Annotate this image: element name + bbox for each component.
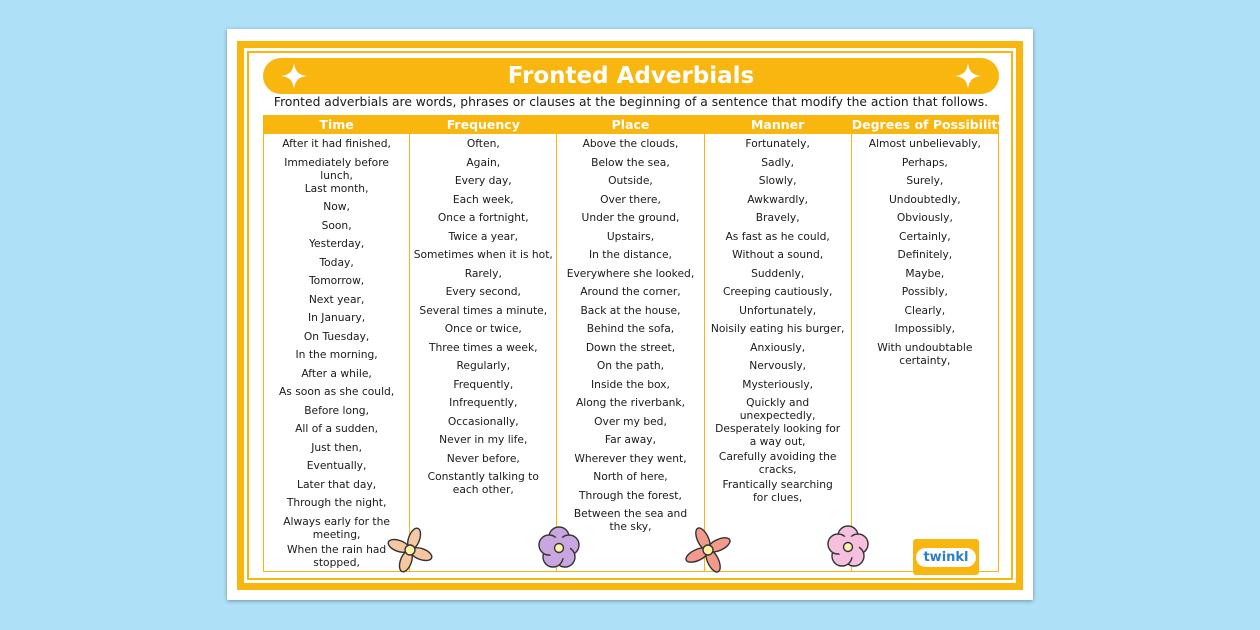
list-item: Just then, bbox=[311, 440, 362, 454]
list-item: Fortunately, bbox=[745, 137, 810, 150]
list-item: Each week, bbox=[452, 192, 514, 206]
list-item: Sadly, bbox=[761, 155, 795, 169]
list-item: Constantly talking to each other, bbox=[427, 470, 539, 496]
list-item: Soon, bbox=[321, 218, 352, 232]
list-item: Once a fortnight, bbox=[437, 211, 529, 224]
list-item: Over there, bbox=[600, 192, 661, 206]
list-item: Undoubtedly, bbox=[888, 192, 961, 206]
list-item: Awkwardly, bbox=[747, 192, 809, 206]
column-heading: Place bbox=[557, 115, 703, 134]
list-item: Possibly, bbox=[901, 285, 948, 298]
list-item: Later that day, bbox=[296, 477, 377, 491]
list-item: Everywhere she looked, bbox=[566, 266, 695, 280]
list-item: Carefully avoiding the cracks, bbox=[718, 450, 837, 476]
list-item: In January, bbox=[307, 311, 366, 324]
list-item: Below the sea, bbox=[591, 155, 670, 169]
list-item: Tomorrow, bbox=[308, 274, 365, 287]
flower-icon bbox=[535, 523, 583, 571]
column-heading: Time bbox=[264, 115, 409, 134]
column-place bbox=[557, 115, 704, 571]
list-item: In the distance, bbox=[588, 248, 672, 261]
list-item: Three times a week, bbox=[429, 340, 538, 354]
list-item: North of here, bbox=[593, 470, 668, 483]
column-heading: Degrees of Possibility bbox=[851, 117, 1006, 132]
list-item: Rarely, bbox=[464, 266, 502, 280]
list-item: Frantically searching for clues, bbox=[722, 478, 833, 504]
list-item: Wherever they went, bbox=[574, 451, 687, 465]
list-item: Almost unbelievably, bbox=[868, 137, 981, 150]
twinkl-logo-text: twinkl bbox=[916, 548, 975, 567]
column-heading: Frequency bbox=[410, 115, 556, 134]
list-item: Eventually, bbox=[306, 459, 367, 472]
list-item: Back at the house, bbox=[580, 303, 681, 317]
column-frequency bbox=[410, 115, 557, 571]
adverbial-list bbox=[705, 134, 851, 504]
column-heading: Manner bbox=[705, 115, 851, 134]
list-item: Today, bbox=[319, 255, 354, 269]
list-item: Never before, bbox=[446, 451, 520, 465]
list-item: Desperately looking for a way out, bbox=[715, 422, 841, 448]
list-item: Outside, bbox=[608, 174, 653, 187]
list-item: Often, bbox=[466, 137, 500, 150]
list-item: Nervously, bbox=[749, 359, 807, 372]
list-item: Several times a minute, bbox=[419, 303, 548, 317]
list-item: Last month, bbox=[304, 181, 369, 195]
list-item: Clearly, bbox=[904, 303, 946, 317]
sparkle-icon bbox=[279, 61, 309, 91]
list-item: Through the night, bbox=[286, 496, 387, 509]
list-item: Every day, bbox=[454, 174, 512, 187]
list-item: Twice a year, bbox=[448, 229, 519, 243]
list-item: Yesterday, bbox=[308, 237, 365, 250]
list-item: Sometimes when it is hot, bbox=[413, 248, 553, 261]
list-item: Through the forest, bbox=[579, 488, 682, 502]
list-item: Quickly and unexpectedly, bbox=[739, 396, 816, 422]
list-item: Slowly, bbox=[758, 174, 797, 187]
list-item: Obviously, bbox=[896, 211, 953, 224]
list-item: Maybe, bbox=[905, 266, 945, 280]
list-item: Frequently, bbox=[453, 377, 514, 391]
flower-icon bbox=[682, 524, 734, 576]
list-item: Over my bed, bbox=[594, 414, 667, 428]
list-item: Never in my life, bbox=[439, 433, 528, 446]
list-item: Regularly, bbox=[456, 359, 511, 372]
list-item: Again, bbox=[466, 155, 501, 169]
poster-card bbox=[227, 29, 1033, 600]
list-item: Bravely, bbox=[755, 211, 800, 224]
list-item: Before long, bbox=[304, 403, 369, 417]
list-item: Certainly, bbox=[899, 229, 951, 243]
column-time bbox=[263, 115, 410, 571]
flower-icon bbox=[385, 525, 435, 575]
list-item: Along the riverbank, bbox=[575, 396, 685, 409]
list-item: Noisily eating his burger, bbox=[710, 322, 845, 335]
list-item: Without a sound, bbox=[732, 248, 824, 261]
list-item: Perhaps, bbox=[901, 155, 948, 169]
list-item: Creeping cautiously, bbox=[722, 285, 833, 298]
list-item: Between the sea and the sky, bbox=[573, 507, 688, 533]
adverbial-list bbox=[557, 134, 703, 533]
adverbial-list bbox=[852, 134, 998, 367]
definition-text: Fronted adverbials are words, phrases or clauses at the beginning of a sentence that modify the action that follows. bbox=[273, 95, 989, 109]
list-item: Immediately before lunch, bbox=[284, 155, 389, 182]
list-item: After a while, bbox=[301, 366, 372, 380]
list-item: Definitely, bbox=[897, 248, 953, 261]
list-item: Anxiously, bbox=[750, 340, 806, 354]
list-item: As soon as she could, bbox=[278, 385, 395, 398]
list-item: Far away, bbox=[604, 433, 656, 446]
adverbial-table bbox=[263, 115, 1006, 571]
list-item: Unfortunately, bbox=[739, 303, 817, 317]
sparkle-icon bbox=[953, 61, 983, 91]
list-item: On the path, bbox=[596, 359, 665, 372]
list-item: Suddenly, bbox=[751, 266, 805, 280]
list-item: With undoubtable certainty, bbox=[877, 340, 973, 367]
list-item: Infrequently, bbox=[449, 396, 518, 409]
list-item: Next year, bbox=[308, 292, 365, 306]
adverbial-list bbox=[264, 134, 409, 569]
list-item: Down the street, bbox=[585, 340, 676, 354]
list-item: Now, bbox=[323, 200, 350, 213]
list-item: Inside the box, bbox=[591, 377, 670, 391]
title-banner bbox=[263, 58, 999, 94]
column-manner bbox=[705, 115, 852, 571]
list-item: Upstairs, bbox=[606, 229, 655, 243]
page-title: Fronted Adverbials bbox=[507, 63, 755, 89]
list-item: Behind the sofa, bbox=[586, 322, 675, 335]
list-item: When the rain had stopped, bbox=[286, 542, 387, 569]
list-item: Mysteriously, bbox=[742, 377, 814, 391]
list-item: Impossibly, bbox=[894, 322, 956, 335]
twinkl-logo bbox=[913, 539, 979, 575]
list-item: Once or twice, bbox=[444, 322, 522, 335]
list-item: Every second, bbox=[445, 285, 521, 298]
list-item: Under the ground, bbox=[581, 211, 680, 224]
list-item: As fast as he could, bbox=[725, 229, 830, 243]
list-item: Surely, bbox=[906, 174, 944, 187]
list-item: Occasionally, bbox=[447, 414, 519, 428]
column-degrees-of-possibility bbox=[851, 115, 1006, 571]
list-item: Always early for the meeting, bbox=[283, 514, 390, 541]
table-bottom-border bbox=[263, 571, 999, 572]
adverbial-list bbox=[410, 134, 556, 496]
flower-icon bbox=[824, 522, 872, 570]
list-item: After it had finished, bbox=[282, 137, 391, 150]
list-item: On Tuesday, bbox=[303, 329, 370, 343]
list-item: In the morning, bbox=[295, 348, 378, 361]
list-item: All of a sudden, bbox=[295, 422, 379, 435]
list-item: Above the clouds, bbox=[582, 137, 679, 150]
list-item: Around the corner, bbox=[580, 285, 681, 298]
